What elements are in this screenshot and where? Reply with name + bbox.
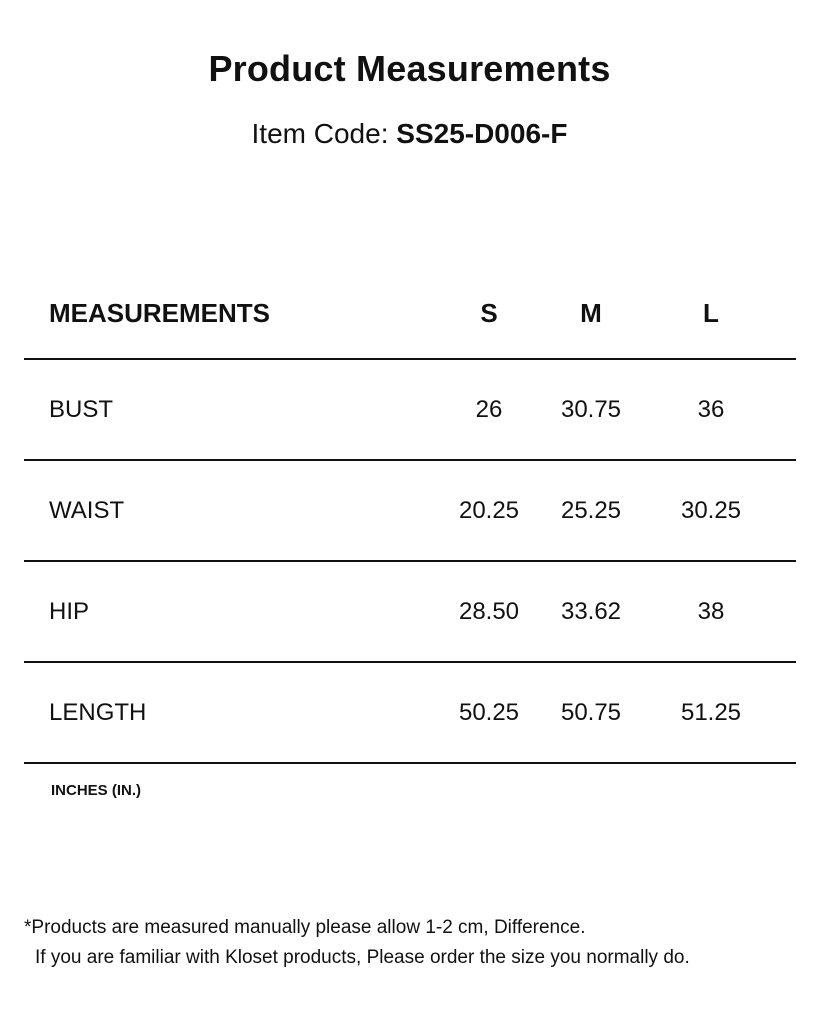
table-row <box>24 360 796 459</box>
column-header-m: M <box>580 298 602 328</box>
column-header-l: L <box>703 298 719 328</box>
row-label: HIP <box>49 598 90 625</box>
row-label: WAIST <box>49 497 125 524</box>
item-code-value: SS25-D006-F <box>396 118 568 149</box>
measurements-table <box>24 280 796 764</box>
column-header-measurements: MEASUREMENTS <box>49 298 271 328</box>
cell-l: 36 <box>697 396 725 423</box>
row-label: LENGTH <box>49 699 147 726</box>
divider <box>24 762 796 764</box>
cell-m: 33.62 <box>560 598 622 625</box>
cell-l: 30.25 <box>680 497 742 524</box>
row-label: BUST <box>49 396 114 423</box>
table-row <box>24 663 796 762</box>
table-row <box>24 562 796 661</box>
cell-l: 38 <box>697 598 725 625</box>
cell-s: 28.50 <box>458 598 520 625</box>
column-header-s: S <box>480 298 498 328</box>
cell-s: 50.25 <box>458 699 520 726</box>
table-header-row <box>24 280 796 358</box>
cell-s: 26 <box>475 396 503 423</box>
item-code-label: Item Code: <box>251 118 389 149</box>
cell-m: 30.75 <box>560 396 622 423</box>
cell-s: 20.25 <box>458 497 520 524</box>
cell-m: 25.25 <box>560 497 622 524</box>
cell-l: 51.25 <box>680 699 742 726</box>
disclaimer-line-1: *Products are measured manually please allow 1-2 cm, Difference. <box>24 917 586 938</box>
cell-m: 50.75 <box>560 699 622 726</box>
table-row <box>24 461 796 560</box>
page-title: Product Measurements <box>208 48 611 89</box>
disclaimer-line-2: If you are familiar with Kloset products, Please order the size you normally do. <box>35 947 690 968</box>
unit-note: INCHES (IN.) <box>51 782 141 799</box>
item-code <box>0 118 819 150</box>
